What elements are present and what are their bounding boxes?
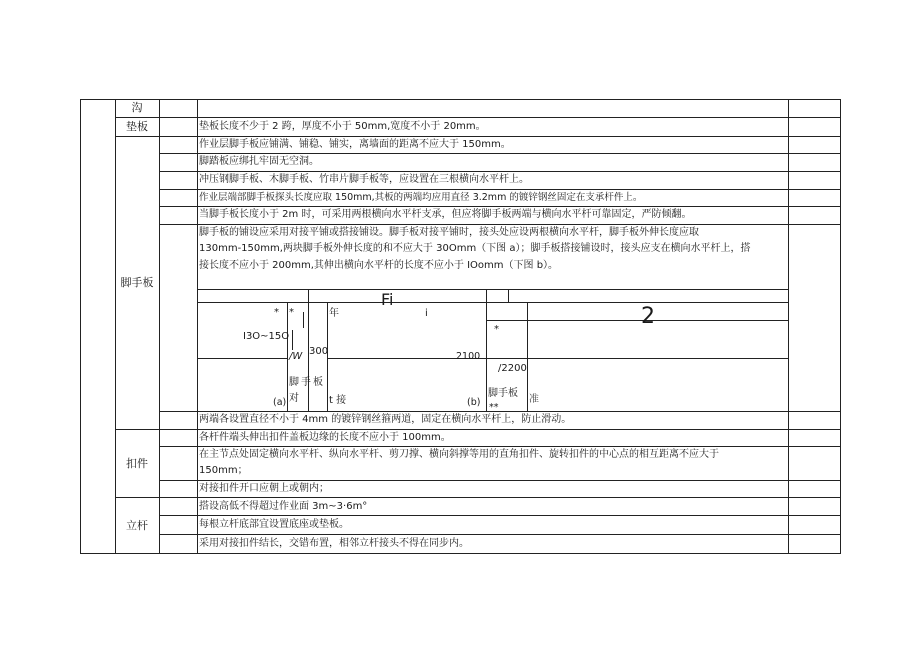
figure-dui-label: 对 bbox=[289, 393, 299, 404]
figure-nian-label: 年 bbox=[329, 308, 339, 319]
figure-w-label: /W bbox=[289, 351, 303, 362]
row-line bbox=[115, 429, 841, 430]
row-line bbox=[159, 153, 841, 154]
table-col-divider-3 bbox=[197, 99, 198, 553]
section-jiaoshouban: 脚手板 bbox=[120, 276, 154, 289]
row-line bbox=[197, 289, 788, 290]
row-line bbox=[159, 171, 841, 172]
figure-dim-300: 300 bbox=[309, 346, 329, 357]
row-line bbox=[159, 534, 841, 535]
row-line bbox=[159, 515, 841, 516]
figure-two-label: 2 bbox=[641, 304, 655, 329]
row-jsb-text: 脚踏板应绑扎牢固无空洞。 bbox=[199, 156, 319, 167]
section-gou: 沟 bbox=[131, 101, 143, 114]
row-koujian-text: 各杆件端头伸出扣件盖板边缘的长度不应小于 100mm。 bbox=[199, 432, 451, 443]
figure-dim-2200: /2200 bbox=[498, 363, 527, 374]
row-line bbox=[159, 446, 841, 447]
row-jsb-text: 当脚手板长度小于 2m 时，可采用两根横向水平杆支承，但应将脚手板两端与横向水平杆可靠固定，严防倾翻。 bbox=[199, 209, 692, 220]
row-koujian-text-line1: 在主节点处固定横向水平杆、纵向水平杆、剪刀撑、横向斜撑等用的直角扣件、旋转扣件的中心点的相互距离不应大于 bbox=[199, 449, 719, 460]
table-border-right bbox=[840, 99, 841, 553]
row-jsb-text-line3: 接长度不应小于 200mm,其伸出横向水平杆的长度不应小于 IOomm（下图 b）。 bbox=[199, 260, 559, 271]
row-jsb-text-line1: 脚手板的铺设应采用对接平铺或搭接铺设。脚手板对接平铺时，接头处应设两根横向水平杆，脚手板外伸长度应取 bbox=[199, 227, 699, 238]
row-jsb-text: 冲压钢脚手板、木脚手板、竹串片脚手板等，应设置在三根横向水平杆上。 bbox=[199, 174, 529, 185]
section-ligan: 立杆 bbox=[126, 519, 148, 532]
row-line bbox=[115, 136, 841, 137]
figure-tjie-label: t 接 bbox=[329, 395, 347, 406]
figure-line bbox=[508, 290, 509, 303]
figure-line bbox=[486, 290, 487, 411]
row-line bbox=[115, 117, 841, 118]
row-line bbox=[159, 224, 841, 225]
figure-jsb-a-label: 脚手板 bbox=[289, 377, 325, 388]
table-col-divider-2 bbox=[159, 99, 160, 553]
row-jsb-text: 两端各设置直径不小于 4mm 的镀锌钢丝箍两道，固定在横向水平杆上，防止滑动。 bbox=[199, 414, 572, 425]
row-jsb-text: 作业层脚手板应铺满、铺稳、铺实，离墙面的距离不应大于 150mm。 bbox=[199, 139, 511, 150]
table-col-divider-1 bbox=[115, 99, 116, 553]
row-line bbox=[159, 411, 841, 412]
row-koujian-text-line2: 150mm； bbox=[199, 465, 248, 476]
figure-fi-label: Fi bbox=[381, 290, 394, 309]
row-line bbox=[159, 480, 841, 481]
figure-i-label: i bbox=[425, 308, 428, 319]
figure-zhun-label: 准 bbox=[529, 394, 539, 405]
figure-line bbox=[197, 358, 287, 359]
row-line bbox=[197, 302, 788, 303]
figure-marks: ** bbox=[489, 402, 499, 413]
row-dianban-text: 垫板长度不少于 2 跨，厚度不小于 50mm,宽度不小于 20mm。 bbox=[199, 121, 486, 132]
row-ligan-text: 采用对接扣件结长，交错布置，相邻立杆接头不得在同步内。 bbox=[199, 538, 469, 549]
figure-jsb-b-label: 脚手板 bbox=[488, 388, 518, 399]
figure-line bbox=[527, 358, 788, 359]
row-line bbox=[159, 206, 841, 207]
row-jsb-text-line2: 130mm-150mm,两块脚手板外伸长度的和不应大于 30Omm（下图 a）；脚手板搭接铺设时，接头应支在横向水平杆上，搭 bbox=[199, 243, 751, 254]
table-bottom-border bbox=[80, 553, 841, 554]
figure-line bbox=[303, 312, 304, 328]
row-jsb-text: 作业层端部脚手板探头长度应取 150mm,其板的两端均应用直径 3.2mm 的镀锌钢丝固定在支承杆件上。 bbox=[199, 192, 643, 203]
figure-a-label: (a) bbox=[273, 397, 287, 408]
figure-line bbox=[486, 320, 788, 321]
row-ligan-text: 每根立杆底部宜设置底座或垫板。 bbox=[199, 519, 349, 530]
row-koujian-text: 对接扣件开口应朝上或朝内； bbox=[199, 483, 329, 494]
table-border-left bbox=[80, 99, 81, 553]
section-dianban: 垫板 bbox=[126, 120, 148, 133]
figure-line bbox=[287, 302, 288, 411]
figure-star: * bbox=[274, 307, 279, 318]
table-top-border bbox=[80, 99, 841, 100]
section-koujian: 扣件 bbox=[126, 457, 148, 470]
row-ligan-text: 搭设高低不得超过作业面 3m~3·6m° bbox=[199, 501, 368, 512]
figure-dim-130-150: I3O~15O bbox=[243, 331, 290, 342]
table-col-divider-4 bbox=[788, 99, 789, 553]
row-line bbox=[159, 189, 841, 190]
figure-b-label: (b) bbox=[467, 397, 481, 408]
figure-dim-2100: 2100 bbox=[456, 351, 481, 362]
figure-line bbox=[292, 330, 293, 350]
figure-line bbox=[527, 302, 528, 411]
figure-line bbox=[486, 358, 528, 359]
figure-star: * bbox=[289, 307, 294, 318]
row-line bbox=[115, 497, 841, 498]
figure-star: * bbox=[494, 324, 499, 335]
